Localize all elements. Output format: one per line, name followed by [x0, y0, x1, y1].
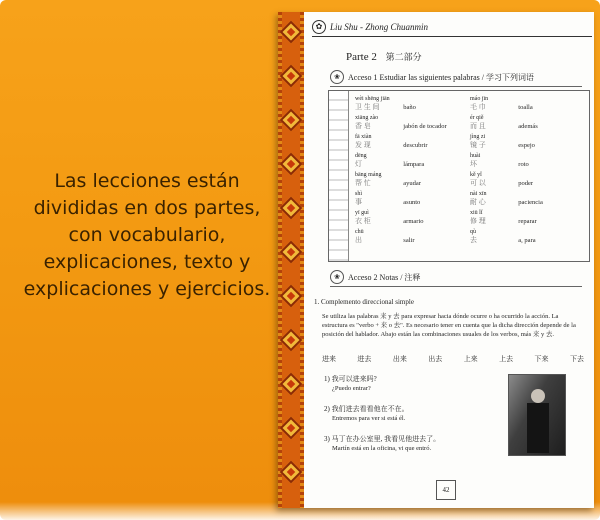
vocab-pinyin: shì — [355, 191, 363, 197]
vocab-hanzi: 坏 — [470, 160, 477, 168]
example-es: Entremos para ver si está él. — [332, 415, 406, 422]
section-rule — [330, 86, 582, 87]
vocab-chinese — [355, 171, 403, 190]
example-item — [324, 374, 377, 394]
vocab-hanzi: 去 — [470, 236, 477, 244]
section-rule — [330, 286, 582, 287]
vocab-column-right — [470, 95, 585, 261]
vocab-row — [470, 171, 585, 190]
vocab-chinese — [470, 95, 518, 114]
combo-item: 出去 — [428, 355, 443, 363]
vocab-row — [355, 95, 470, 114]
vocab-chinese — [470, 228, 518, 247]
vocab-spanish: descubrir — [403, 142, 428, 149]
vocab-chinese — [355, 133, 403, 152]
vocab-pinyin: kě yǐ — [470, 172, 482, 178]
vocab-row — [355, 228, 470, 247]
page-content — [308, 12, 594, 508]
example-item — [324, 404, 409, 424]
part-label-zh: 第二部分 — [385, 52, 422, 62]
vocab-row — [470, 114, 585, 133]
vocab-chinese — [470, 171, 518, 190]
slide-caption — [18, 168, 276, 303]
vocab-chinese — [355, 209, 403, 228]
vocab-spanish: espejo — [518, 142, 535, 149]
vocab-spanish: a, para — [518, 237, 536, 244]
page-number: 42 — [436, 480, 456, 500]
ornamental-border — [278, 12, 304, 508]
vocab-row — [355, 133, 470, 152]
caption-line: Las lecciones están — [54, 170, 240, 192]
illustration-photo — [508, 374, 566, 456]
vocab-decoration — [329, 91, 349, 261]
vocab-row — [470, 133, 585, 152]
combo-item: 进来 — [322, 355, 336, 363]
vocab-spanish: baño — [403, 104, 416, 111]
section-title: Acceso 1 Estudiar las siguientes palabras / 学习下列词语 — [348, 72, 534, 82]
example-zh: 2) 我们进去看看他在不在。 — [324, 405, 409, 413]
vocab-chinese — [470, 190, 518, 209]
vocab-pinyin: ér qiě — [470, 115, 484, 121]
vocab-pinyin: jìng zi — [470, 134, 486, 140]
vocab-pinyin: yī guì — [355, 210, 369, 216]
ornament-icon — [280, 329, 303, 352]
ornament-icon — [280, 373, 303, 396]
ornament-icon — [280, 285, 303, 308]
combo-item: 下来 — [534, 355, 549, 363]
vocab-pinyin: wèi shēng jiān — [355, 96, 390, 102]
vocab-spanish: además — [518, 123, 538, 130]
vocab-chinese — [470, 209, 518, 228]
vocab-chinese — [470, 114, 518, 133]
vocab-row — [355, 190, 470, 209]
notes-subtitle: 1. Complemento direccional simple — [314, 298, 414, 306]
vocab-hanzi: 帮 忙 — [355, 179, 371, 187]
example-es: ¿Puedo entrar? — [332, 385, 371, 392]
caption-line: con vocabulario, — [68, 224, 226, 246]
section-icon: ❀ — [330, 70, 344, 84]
vocab-row — [355, 209, 470, 228]
vocab-row — [470, 95, 585, 114]
vocab-chinese — [355, 228, 403, 247]
combo-item: 下去 — [569, 355, 584, 363]
section-icon: ❀ — [330, 270, 344, 284]
part-title — [346, 50, 422, 63]
ornament-icon — [280, 197, 303, 220]
vocab-chinese — [355, 190, 403, 209]
vocab-hanzi: 而 且 — [470, 122, 486, 130]
vocab-pinyin: huài — [470, 153, 481, 159]
vocab-hanzi: 出 — [355, 236, 362, 244]
example-zh: 3) 马丁在办公室里, 我看见他进去了。 — [324, 435, 441, 443]
page-header — [312, 20, 428, 34]
vocab-spanish: reparar — [518, 218, 537, 225]
ornament-icon — [280, 417, 303, 440]
vocab-hanzi: 衣 柜 — [355, 217, 371, 225]
section-heading — [330, 270, 420, 284]
vocab-row — [470, 209, 585, 228]
book-logo-icon: ✿ — [312, 20, 326, 34]
vocab-pinyin: xiāng zào — [355, 115, 379, 121]
vocab-row — [470, 228, 585, 247]
ornament-icon — [280, 21, 303, 44]
vocab-spanish: ayudar — [403, 180, 421, 187]
vocab-row — [355, 152, 470, 171]
vocab-hanzi: 可 以 — [470, 179, 486, 187]
combo-item: 上来 — [463, 355, 478, 363]
vocab-hanzi: 耐 心 — [470, 198, 486, 206]
vocab-hanzi: 灯 — [355, 160, 362, 168]
vocab-spanish: lámpara — [403, 161, 425, 168]
vocab-hanzi: 事 — [355, 198, 362, 206]
vocabulary-table — [328, 90, 590, 262]
vocab-pinyin: xiū lǐ — [470, 210, 483, 216]
example-zh: 1) 我可以进来吗? — [324, 375, 377, 383]
vocab-spanish: armario — [403, 218, 424, 225]
combo-item: 出来 — [392, 355, 407, 363]
vocab-hanzi: 香 皂 — [355, 122, 371, 130]
example-es: Martín está en la oficina, vi que entró. — [332, 445, 432, 452]
vocab-chinese — [355, 114, 403, 133]
vocab-pinyin: máo jīn — [470, 96, 489, 102]
section-title: Acceso 2 Notas / 注释 — [348, 272, 421, 282]
example-item — [324, 434, 440, 454]
book-page-image — [278, 12, 594, 508]
vocab-row — [355, 114, 470, 133]
ornament-icon — [280, 241, 303, 264]
combo-item: 上去 — [499, 355, 514, 363]
header-title: Liu Shu - Zhong Chuanmin — [330, 22, 429, 32]
vocab-row — [470, 190, 585, 209]
vocab-spanish: poder — [518, 180, 534, 187]
vocab-pinyin: nài xīn — [470, 191, 487, 197]
vocab-pinyin: chū — [355, 229, 364, 235]
vocab-hanzi: 镜 子 — [470, 141, 486, 149]
vocab-spanish: asunto — [403, 199, 421, 206]
caption-line: explicaciones, texto y — [43, 251, 251, 273]
vocab-spanish: toalla — [518, 104, 533, 111]
ornament-icon — [280, 65, 303, 88]
ornament-icon — [280, 109, 303, 132]
vocab-pinyin: fā xiàn — [355, 134, 372, 140]
vocab-column-left — [355, 95, 470, 261]
vocab-chinese — [355, 152, 403, 171]
vocab-pinyin: qù — [470, 229, 476, 235]
vocab-chinese — [470, 133, 518, 152]
vocab-pinyin: bāng máng — [355, 172, 382, 178]
combinations-row — [322, 354, 584, 364]
part-label: Parte 2 — [346, 51, 377, 63]
vocab-hanzi: 修 理 — [470, 217, 486, 225]
vocab-hanzi: 毛 巾 — [470, 103, 486, 111]
vocab-spanish: paciencia — [518, 199, 543, 206]
vocab-spanish: salir — [403, 237, 415, 244]
vocab-spanish: jabón de tocador — [403, 123, 447, 130]
header-rule — [312, 36, 592, 37]
vocab-pinyin: dēng — [355, 153, 367, 159]
caption-line: explicaciones y ejercicios. — [23, 278, 271, 300]
vocab-row — [355, 171, 470, 190]
vocab-spanish: roto — [518, 161, 529, 168]
caption-line: divididas en dos partes, — [33, 197, 261, 219]
vocab-row — [470, 152, 585, 171]
vocab-hanzi: 发 现 — [355, 141, 371, 149]
vocab-chinese — [355, 95, 403, 114]
combo-item: 进去 — [357, 355, 372, 363]
ornament-icon — [280, 153, 303, 176]
vocab-hanzi: 卫 生 间 — [355, 103, 380, 111]
notes-paragraph: Se utiliza las palabras 来 y 去 para expresar hacia dónde ocurre o ha ocurrido la acción. La estructura es "verbo + 来 o 去". Es necesario tener en cuenta que la dicha dirección depende de la posición del hablador. Abajo están las combinaciones usuales de los verbos, más 来 y 去. — [322, 313, 576, 338]
vocab-chinese — [470, 152, 518, 171]
ornament-icon — [280, 461, 303, 484]
section-heading — [330, 70, 534, 84]
